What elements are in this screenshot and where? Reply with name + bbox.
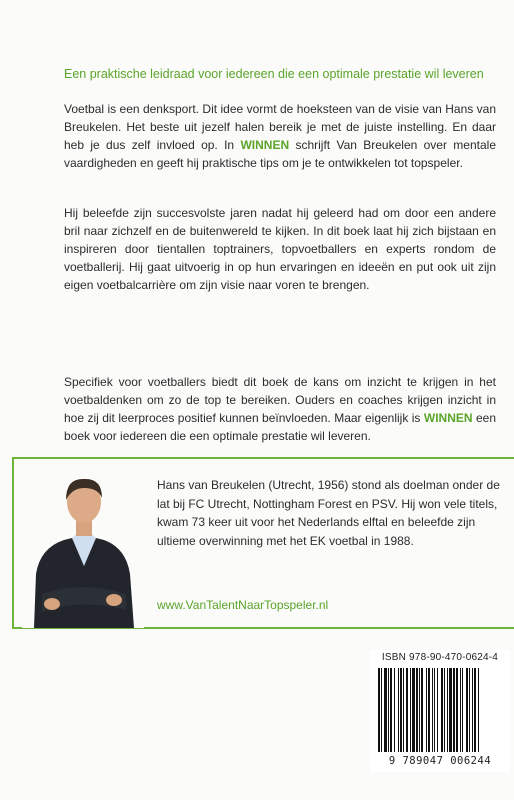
- barcode-bar: [428, 668, 430, 752]
- barcode-bar: [388, 668, 389, 752]
- paragraph-career: Hij beleefde zijn succesvolste jaren nadat hij geleerd had om door een andere bril naar zichzelf en de buitenwereld te kijken. In dit boek laat hij zich bijstaan en inspireren door tientallen toptrainers, topvoetballers en experts rondom de voetballerij. Hij gaat uitvoerig in op hun ervaringen en ideeën en put ook uit zijn eigen voetbalcarrière om zijn visie naar voren te brengen.: [64, 206, 496, 292]
- isbn-label: ISBN 978-90-470-0624-4: [381, 652, 499, 663]
- barcode-bar: [412, 668, 415, 752]
- barcode-bar: [398, 668, 399, 752]
- barcode-bar: [410, 668, 411, 752]
- barcode-bar: [384, 668, 387, 752]
- barcode-bar: [400, 668, 402, 752]
- barcode-bar: [437, 668, 438, 752]
- barcode-bar: [434, 668, 435, 752]
- barcode-bar: [462, 668, 463, 752]
- barcode-number: 9 789047 006244: [388, 755, 492, 767]
- barcode-block: [370, 650, 510, 772]
- barcode-bar: [378, 668, 380, 752]
- barcode-bar: [381, 668, 382, 752]
- title-highlight: WINNEN: [240, 138, 290, 152]
- barcode-bar: [419, 668, 420, 752]
- barcode-bar: [421, 668, 423, 752]
- barcode-bar: [472, 668, 473, 752]
- paragraph-intro-text-end: schrijft Van Breukelen over mentale vaardigheden en geeft hij praktische tips om je te ontwikkelen tot topspeler.: [64, 138, 497, 170]
- barcode-bar: [444, 668, 445, 752]
- barcode-bar: [416, 668, 418, 752]
- barcode-bar: [453, 668, 455, 752]
- paragraph-audience: [64, 373, 496, 445]
- barcode-bar: [432, 668, 433, 752]
- author-photo-illustration: [22, 470, 144, 628]
- barcode-bar: [390, 668, 392, 752]
- barcode-bar: [466, 668, 468, 752]
- barcode-bar: [460, 668, 461, 752]
- barcode-bar: [426, 668, 427, 752]
- title-highlight: WINNEN: [423, 411, 473, 425]
- barcode-bar: [394, 668, 395, 752]
- barcode-bar: [449, 668, 452, 752]
- barcode-bar: [456, 668, 458, 752]
- barcode-bar: [441, 668, 443, 752]
- author-bio: Hans van Breukelen (Utrecht, 1956) stond als doelman onder de lat bij FC Utrecht, Nottingham Forest en PSV. Hij won vele titels, kwam 73 keer uit voor het Nederlands elftal en beleefde zijn ultieme overwinning met het EK voetbal in 1988.: [157, 478, 500, 548]
- author-photo: [22, 470, 144, 628]
- paragraph-intro-text: Voetbal is een denksport. Dit idee vormt de hoeksteen van de visie van Hans van Breukelen. Het beste uit jezelf halen bereik je met de juiste instelling. En daar heb je dus zelf invloed op. In: [64, 102, 496, 152]
- barcode-bar: [474, 668, 476, 752]
- barcode-bar: [447, 668, 448, 752]
- paragraph-intro: [64, 100, 496, 172]
- barcode-bar: [478, 668, 479, 752]
- barcode-icon: [372, 666, 508, 756]
- barcode-bar: [403, 668, 404, 752]
- tagline: Een praktische leidraad voor iedereen die een optimale prestatie wil leveren: [64, 67, 484, 81]
- paragraph-audience-text-end: een boek voor iedereen die een optimale prestatie wil leveren.: [64, 411, 497, 443]
- paragraph-audience-text: Specifiek voor voetballers biedt dit boek de kans om inzicht te krijgen in het voetbaldenken om zo de top te bereiken. Ouders en coaches krijgen inzicht in hoe zij dit leerproces positief kunnen beïnvloeden. Maar eigenlijk is: [64, 375, 496, 425]
- barcode-bar: [469, 668, 470, 752]
- website-link: www.VanTalentNaarTopspeler.nl: [157, 598, 329, 612]
- barcode-bar: [406, 668, 408, 752]
